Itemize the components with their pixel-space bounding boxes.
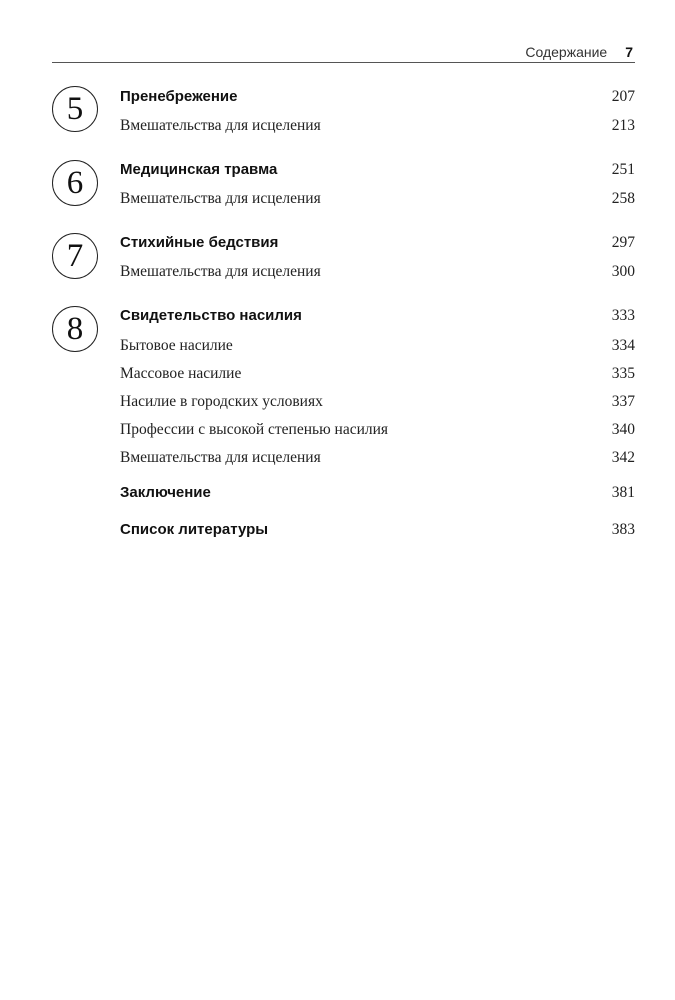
- toc-entry-title: Вмешательства для исцеления: [120, 190, 321, 207]
- toc-entry-chapter[interactable]: [120, 88, 635, 106]
- toc-entry-title: Профессии с высокой степенью насилия: [120, 421, 389, 438]
- toc-entry-title: Бытовое насилие: [120, 337, 233, 354]
- toc-entry[interactable]: [120, 421, 635, 439]
- chapter-number-badge: 6: [52, 160, 98, 206]
- toc-entry-title: Вмешательства для исцеления: [120, 449, 321, 466]
- toc-entry[interactable]: [120, 263, 635, 281]
- running-head-section: Содержание: [525, 44, 608, 60]
- toc-entry-page: 333: [611, 307, 635, 324]
- toc-entry-title: Медицинская травма: [120, 161, 278, 178]
- toc-entry-title: Вмешательства для исцеления: [120, 263, 321, 280]
- toc-entry-title: Массовое насилие: [120, 365, 242, 382]
- header-rule: [52, 62, 635, 63]
- toc-entry-page: 337: [611, 393, 635, 410]
- toc-entry[interactable]: [120, 365, 635, 383]
- toc-entry-title: Стихийные бедствия: [120, 234, 279, 251]
- toc-entry-title: Вмешательства для исцеления: [120, 117, 321, 134]
- toc-entry-page: 207: [611, 88, 635, 105]
- toc-entry-conclusion[interactable]: [120, 484, 635, 502]
- toc-entry-page: 383: [611, 521, 635, 538]
- toc-entry-chapter[interactable]: [120, 161, 635, 179]
- toc-entry[interactable]: [120, 190, 635, 208]
- running-head: [525, 44, 633, 60]
- toc-entry-title: Свидетельство насилия: [120, 307, 302, 324]
- toc-entry-title: Заключение: [120, 484, 211, 501]
- toc-entry-page: 297: [611, 234, 635, 251]
- chapter-number-badge: 7: [52, 233, 98, 279]
- toc-entry-page: 334: [611, 337, 635, 354]
- chapter-number-badge: 8: [52, 306, 98, 352]
- toc-entry-page: 381: [611, 484, 635, 501]
- toc-entry[interactable]: [120, 337, 635, 355]
- toc-entry[interactable]: [120, 393, 635, 411]
- toc-entry[interactable]: [120, 449, 635, 467]
- toc-entry-title: Список литературы: [120, 521, 269, 538]
- toc-entry-page: 340: [611, 421, 635, 438]
- toc-entry-page: 335: [611, 365, 635, 382]
- toc-entry-page: 213: [611, 117, 635, 134]
- chapter-number-badge: 5: [52, 86, 98, 132]
- toc-entry-title: Насилие в городских условиях: [120, 393, 323, 410]
- running-head-page-number: 7: [625, 44, 633, 60]
- toc-entry-bibliography[interactable]: [120, 521, 635, 539]
- toc-entry-title: Пренебрежение: [120, 88, 238, 105]
- toc-entry-page: 300: [611, 263, 635, 280]
- toc-entry-page: 342: [611, 449, 635, 466]
- toc-entry-page: 251: [611, 161, 635, 178]
- toc-entry-chapter[interactable]: [120, 234, 635, 252]
- toc-entry-page: 258: [611, 190, 635, 207]
- toc-entry-chapter[interactable]: [120, 307, 635, 325]
- toc-entry[interactable]: [120, 117, 635, 135]
